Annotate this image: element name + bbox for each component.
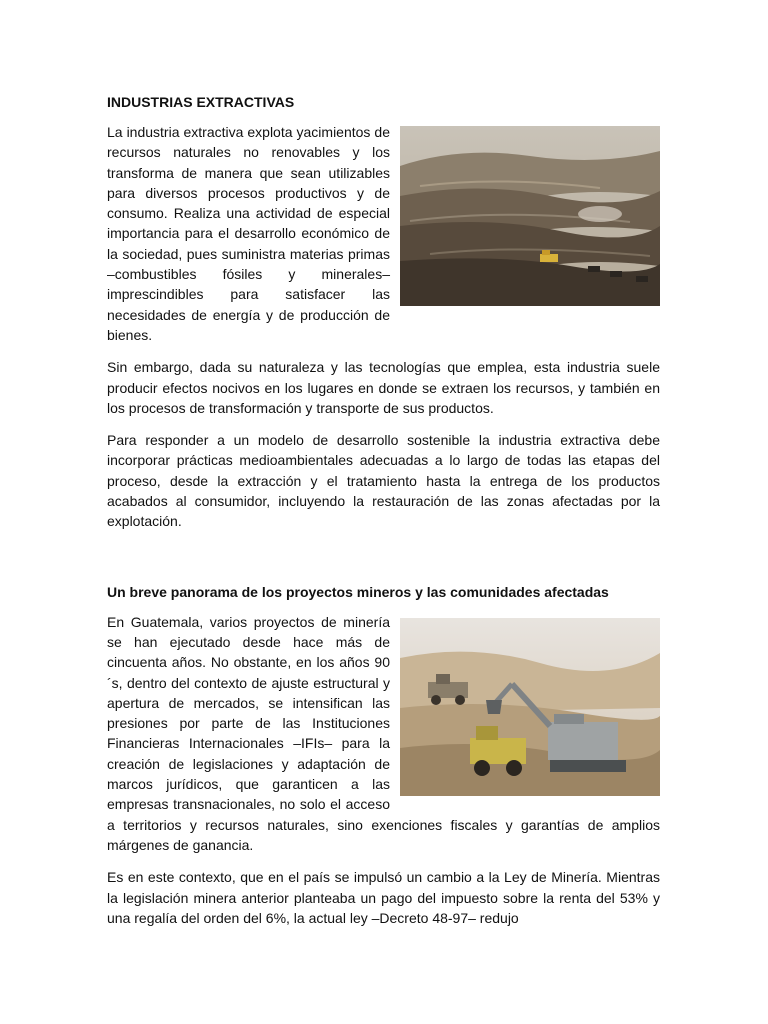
document-content bbox=[107, 92, 660, 940]
section2-title: Un breve panorama de los proyectos mineros y las comunidades afectadas bbox=[107, 583, 609, 600]
section1-title: INDUSTRIAS EXTRACTIVAS bbox=[107, 94, 295, 110]
section1-paragraph-2: Sin embargo, dada su naturaleza y las tecnologías que emplea, esta industria suele producir efectos nocivos en los lugares en donde se extraen los recursos, y también en los procesos de transformación y transporte de sus productos. bbox=[107, 359, 660, 416]
open-pit-mine-photo bbox=[400, 126, 660, 306]
section1-paragraph-1: La industria extractiva explota yacimientos de recursos naturales no renovables y los transforma de manera que sean utilizables para diversos procesos productivos y de consumo. Realiza una actividad de especial importancia para el desarrollo económico de la sociedad, pues suministra materias primas –combustibles fósiles y minerales– imprescindibles para satisfacer las necesidades de energía y de producción de bienes. bbox=[107, 124, 390, 343]
section1-paragraph-3: Para responder a un modelo de desarrollo sostenible la industria extractiva debe incorporar prácticas medioambientales adecuadas a lo largo de todas las etapas del proceso, desde la extracción y el tratamiento hasta la entrega de los productos acabados al consumidor, incluyendo la restauración de las zonas afectadas por la explotación. bbox=[107, 432, 660, 530]
section2-paragraph-2: Es en este contexto, que en el país se impulsó un cambio a la Ley de Minería. Mientras la legislación minera anterior planteaba un pago del impuesto sobre la renta del 53% y una regalía del orden del 6%, la actual ley –Decreto 48-97– redujo bbox=[107, 869, 660, 926]
mining-machinery-photo bbox=[400, 618, 660, 796]
section2-paragraph-1: En Guatemala, varios proyectos de minería se han ejecutado desde hace más de cincuenta años. No obstante, en los años 90´s, dentro del contexto de ajuste estructural y apertura de mercados, se intensifican las presiones por parte de las Instituciones Financieras Internacionales –IFIs– para la creación de legislaciones y adaptación de marcos jurídicos, que garanticen a las empresas transnacionales, no solo el acceso a territorios y recursos naturales, sino exenciones fiscales y garantías de amplios márgenes de ganancia. bbox=[107, 613, 660, 853]
